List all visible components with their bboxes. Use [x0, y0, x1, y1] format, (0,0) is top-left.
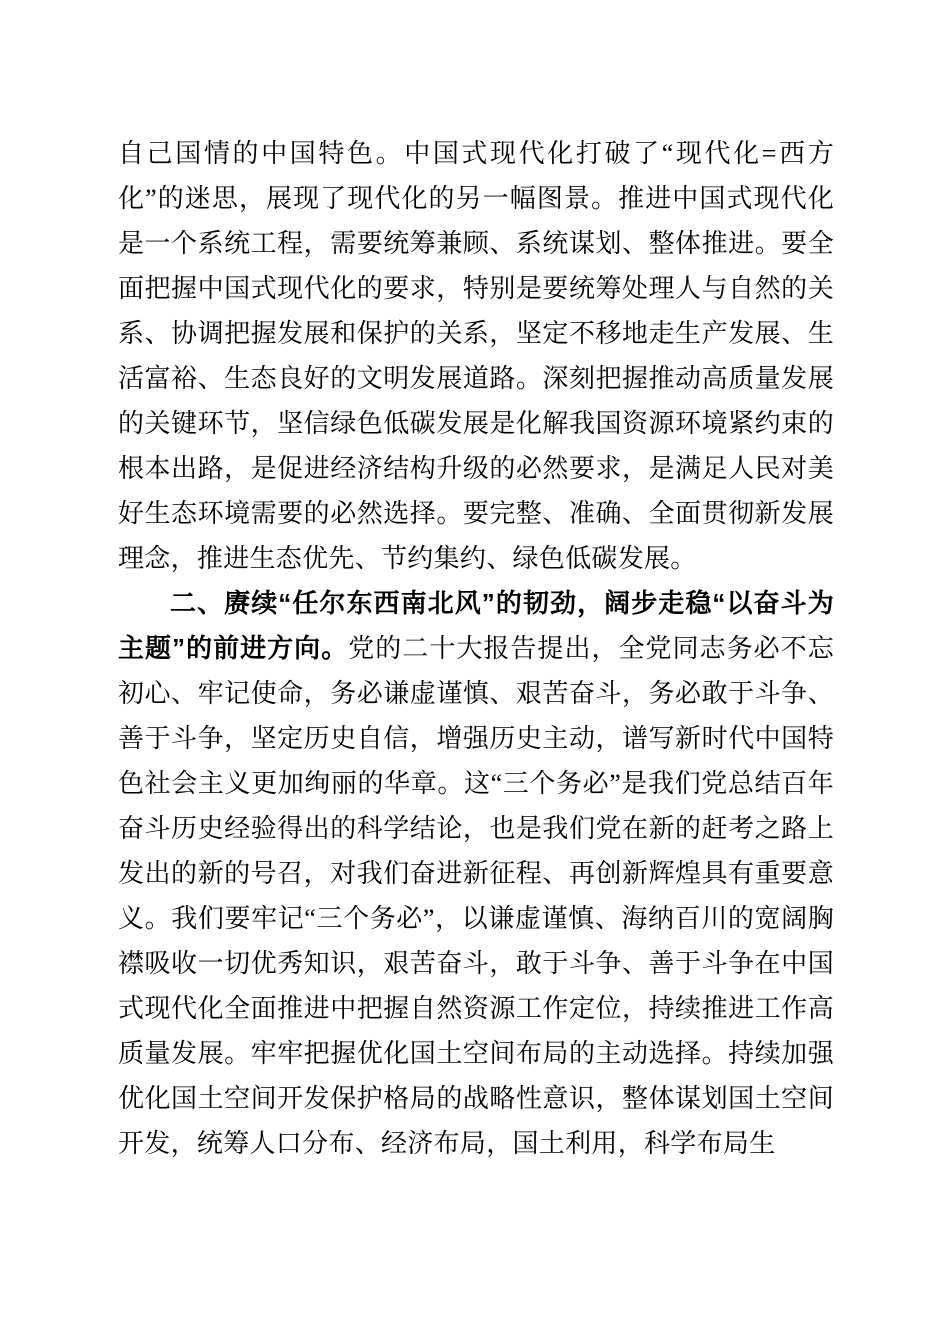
- body-paragraph-section-2: [118, 581, 834, 1166]
- body-paragraph-continuation: [118, 131, 834, 581]
- paragraph-text-run: 党的二十大报告提出，全党同志务必不忘初心、牢记使命，务必谦虚谨慎、艰苦奋斗，务必敢于斗争、善于斗争，坚定历史自信，增强历史主动，谱写新时代中国特色社会主义更加绚丽的华章。这“三个务必”是我们党总结百年奋斗历史经验得出的科学结论，也是我们党在新的赶考之路上发出的新的号召，对我们奋进新征程、再创新辉煌具有重要意义。我们要牢记“三个务必”，以谦虚谨慎、海纳百川的宽阔胸襟吸收一切优秀知识，艰苦奋斗，敢于斗争、善于斗争在中国式现代化全面推进中把握自然资源工作定位，持续推进工作高质量发展。牢牢把握优化国土空间布局的主动选择。持续加强优化国土空间开发保护格局的战略性意识，整体谋划国土空间开发，统筹人口分布、经济布局，国土利用，科学布局生: [118, 634, 835, 1158]
- paragraph-text-run: 自己国情的中国特色。中国式现代化打破了“现代化=西方化”的迷思，展现了现代化的另一幅图景。推进中国式现代化是一个系统工程，需要统筹兼顾、系统谋划、整体推进。要全面把握中国式现代化的要求，特别是要统筹处理人与自然的关系、协调把握发展和保护的关系，坚定不移地走生产发展、生活富裕、生态良好的文明发展道路。深刻把握推动高质量发展的关键环节，坚信绿色低碳发展是化解我国资源环境紧约束的根本出路，是促进经济结构升级的必然要求，是满足人民对美好生态环境需要的必然选择。要完整、准确、全面贯彻新发展理念，推进生态优先、节约集约、绿色低碳发展。: [118, 139, 834, 573]
- document-text-block: [118, 131, 834, 1166]
- section-heading-run: 二、赓续“任尔东西南北风”的韧劲，阔步走稳“以奋斗为主题”的前进方向。: [118, 588, 834, 663]
